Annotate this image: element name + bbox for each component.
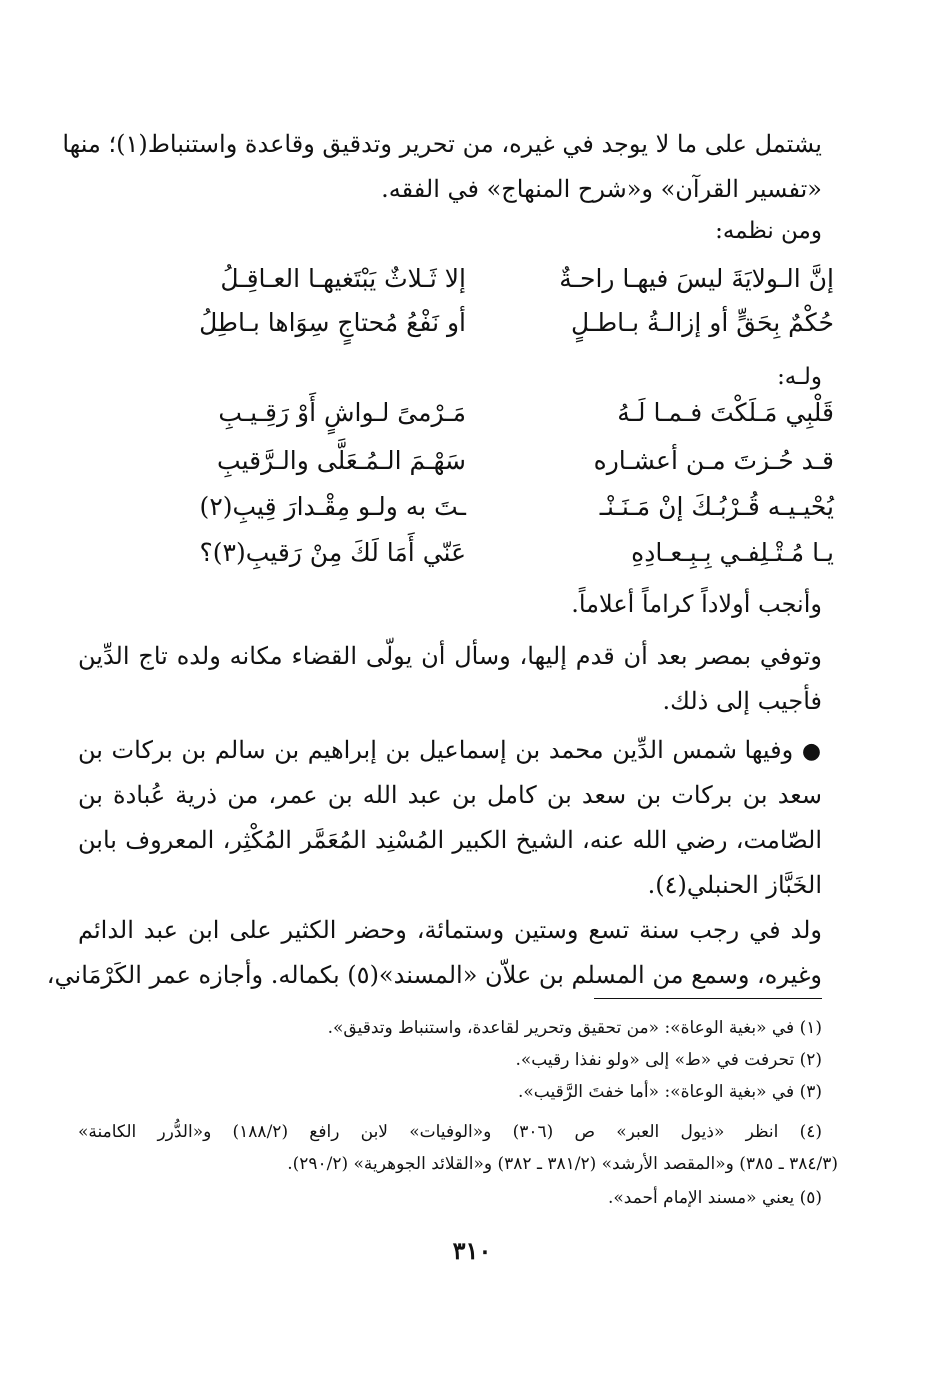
paragraph-4-line-3: الصّامت، رضي الله عنه، الشيخ الكبير المُسْنِد المُعَمَّر المُكْثِر، المعروف بابن [78,826,822,854]
poem-2-verse-1-first-hemistich: قَلْبِي مَـلَكْتَ فـمـا لَـهُ [617,398,834,427]
entry-bullet: ● [801,739,822,764]
paragraph-2 [78,582,822,627]
poem-2-verse-2-second-hemistich: سَهْـمَ الـمُـعَلَّى والـرَّقيبِ [217,446,466,475]
poem-2-verse-3-first-hemistich: يُحْيـيـه قُـرْبُـكَ إنْ مَـنَـنْـ [599,492,834,521]
footnote-2: (٢) تحرفت في «ط» إلى «ولو نفذا رقيب». [515,1050,822,1070]
footnote-separator [594,998,822,999]
poem-2-verse-4-second-hemistich: عَنّي أَمَا لَكَ مِنْ رَقيبِ(٣)؟ [199,538,466,567]
paragraph-1-line-2: «تفسير القرآن» و«شرح المنهاج» في الفقه. [381,175,822,203]
paragraph-5-line-2: وغيره، وسمع من المسلم بن علاّن «المسند»(٥) بكماله. وأجازه عمر الكَرْمَاني، [46,961,822,989]
footnote-1: (١) في «بغية الوعاة»: «من تحقيق وتحرير لقاعدة، واستنباط وتدقيق». [327,1018,822,1038]
poem-2-intro: ولـه: [777,364,822,390]
paragraph-2-line-1: وأنجب أولاداً كراماً أعلاماً. [571,590,822,618]
paragraph-4-line-1 [78,728,822,773]
paragraph-4-line-4: الخَبَّاز الحنبلي(٤). [647,871,822,899]
paragraph-4 [78,728,822,908]
poem-1-intro: ومن نظمه: [715,218,822,244]
page-number: ٣١٠ [452,1236,492,1265]
footnote-4-line-2-text: (٣٨٤/٣ ـ ٣٨٥) و«المقصد الأرشد» (٣٨١/٢ ـ ٣٨٢) و«القلائد الجوهرية» (٢٩٠/٢). [287,1154,838,1174]
paragraph-3-line-1: وتوفي بمصر بعد أن قدم إليها، وسأل أن يولّى القضاء مكانه ولده تاج الدِّين [78,642,822,670]
paragraph-4-line-2: سعد بن بركات بن سعد بن كامل بن عبد الله بن عمر، من ذرية عُبادة بن [78,781,822,809]
paragraph-1-line-1: يشتمل على ما لا يوجد في غيره، من تحرير وتدقيق وقاعدة واستنباط(١)؛ منها [62,130,822,158]
footnote-5: (٥) يعني «مسند الإمام أحمد». [607,1188,822,1208]
poem-2-verse-3-second-hemistich: ـتَ به ولـو مِقْـدارَ قِيبِ(٢) [199,492,466,521]
poem-2-verse-2-first-hemistich: قـد حُـزتَ مـن أعشـاره [593,446,834,475]
poem-2-verse-1-second-hemistich: مَـرْمىً لـواشٍ أَوْ رَقِـيـبِ [218,398,466,427]
paragraph-3-line-2: فأجيب إلى ذلك. [662,687,822,715]
footnote-3: (٣) في «بغية الوعاة»: «أما خفتَ الرَّقيب». [517,1082,822,1102]
poem-1-verse-1-first-hemistich: إنَّ الـولايَةَ ليسَ فيهـا راحـةٌ [559,264,834,293]
poem-2-verse-4-first-hemistich: يـا مُـتْـلِفـي بِـبِـعـادِهِ [631,538,834,567]
poem-1-verse-2-second-hemistich: أو نَفْعُ مُحتاجٍ سِوَاها بـاطِلُ [199,308,466,337]
footnote-4-line-2 [122,1152,852,1176]
paragraph-3 [78,634,822,724]
poem-1-verse-2-first-hemistich: حُكْمٌ بِحَقٍّ أو إزالـةُ بـاطـلٍ [570,308,834,337]
paragraph-4-line-1-text: وفيها شمس الدِّين محمد بن إسماعيل بن إبراهيم بن سالم بن بركات بن [78,736,794,764]
poem-1-verse-1-second-hemistich: إلا ثَـلاثٌ يَبْتَغيهـا العـاقِـلُ [220,264,466,293]
paragraph-5-line-1: ولد في رجب سنة تسع وستين وستمائة، وحضر الكثير على ابن عبد الدائم [78,916,822,944]
paragraph-5 [46,908,822,998]
paragraph-1 [62,122,822,212]
footnote-4-line-1: (٤) انظر «ذيول العبر» ص (٣٠٦) و«الوفيات» لابن رافع (١٨٨/٢) و«الدُّرر الكامنة» [78,1122,822,1142]
